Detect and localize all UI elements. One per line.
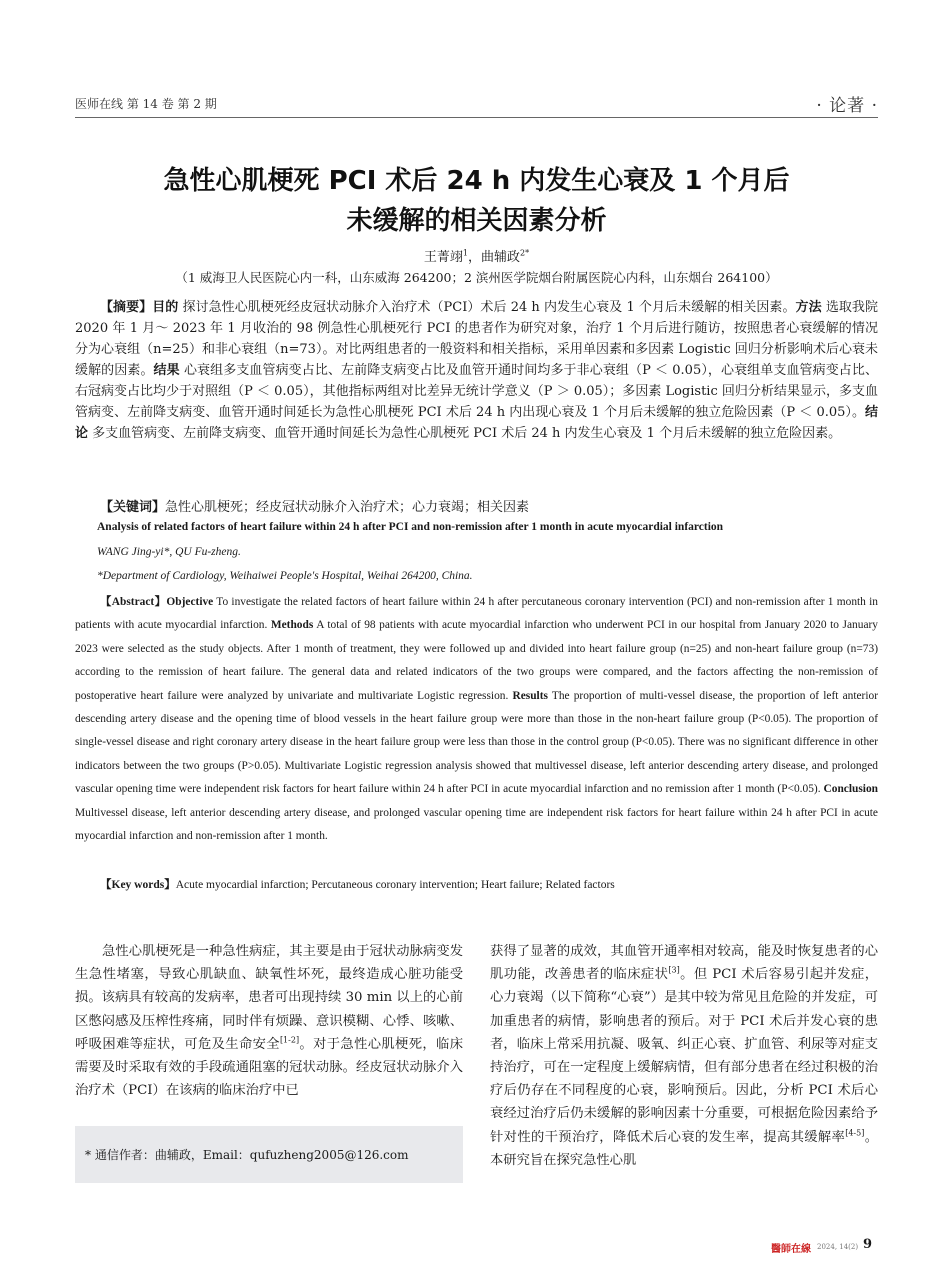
abstract-en-label: 【Abstract】 [100, 596, 167, 608]
conclusion-label-cn: 结论 [75, 405, 878, 441]
footer-issue: 2024, 14(2) [817, 1243, 859, 1251]
citation-4-5: [4-5] [845, 1128, 865, 1138]
conclusion-text-en: Multivessel disease, left anterior descending artery disease, and prolonged vascular opening time are independent risk factors for heart failure within 24 h after PCI in acute myocardial infarction and non-remission after 1 month. [75, 806, 878, 843]
conclusion-label-en: Conclusion [823, 783, 878, 796]
author-separator: ， [467, 250, 481, 265]
keywords-en-text: Acute myocardial infarction; Percutaneous coronary intervention; Heart failure; Related factors [175, 879, 615, 891]
body-right-text-c: 。本研究旨在探究急性心肌 [490, 1129, 879, 1168]
results-label-cn: 结果 [153, 363, 180, 378]
methods-text-en: A total of 98 patients with acute myocardial infarction who underwent PCI in our hospital from January 2020 to January 2023 were selected as the study objects. After 1 month of treatment, they were followed up and divided into heart failure group (n=25) and non-heart failure group (n=73) according to the remission of heart failure. The general data and related indicators of the two groups were compared, and the factors affecting the non-remission of postoperative heart failure were analyzed by univariate and multivariate Logistic regression. [75, 619, 878, 702]
results-label-en: Results [512, 689, 548, 702]
keywords-cn-label: 【关键词】 [100, 500, 166, 515]
corresponding-author-footnote: * 通信作者：曲辅政，Email：qufuzheng2005@126.com [85, 1148, 409, 1162]
page-number: 9 [863, 1237, 873, 1252]
results-text-en: The proportion of multi-vessel disease, the proportion of left anterior descending artery disease and the opening time of blood vessels in the heart failure group were more than those in the non-heart failure group (P<0.05). The proportion of single-vessel disease and right coronary artery disease in the heart failure group were less than those in the control group (P<0.05). There was no significant difference in other indicators between the two groups (P>0.05). Multivariate Logistic regression analysis showed that multivessel disease, left anterior descending artery disease, and prolonged vascular opening time were independent risk factors for heart failure within 24 h after PCI in acute myocardial infarction and no remission after 1 month (P<0.05). [75, 689, 878, 796]
journal-header: 医师在线 第 14 卷 第 2 期 [75, 97, 217, 111]
keywords-en [100, 876, 615, 892]
author-2-affil-mark: 2* [520, 248, 530, 258]
body-column-left [75, 940, 463, 1102]
body-left-text-a: 急性心肌梗死是一种急性病症，其主要是由于冠状动脉病变发生急性堵塞，导致心肌缺血、缺氧性坏死，最终造成心脏功能受损。该病具有较高的发病率，患者可出现持续 30 min 以上的心前区憋闷感及压榨性疼痛，同时伴有烦躁、意识模糊、心悸、咳嗽、呼吸困难等症状，可危及生命安全 [75, 944, 463, 1052]
author-line [75, 246, 878, 265]
objective-label-en: Objective [166, 596, 214, 608]
methods-label-cn: 方法 [795, 300, 822, 315]
results-text-cn: 心衰组多支血管病变占比、左前降支病变占比及血管开通时间均多于非心衰组（P ＜ 0.05），心衰组单支血管病变占比、右冠病变占比均少于对照组（P ＜ 0.05），其他指标两组对比差异无统计学意义（P ＞ 0.05）；多因素 Logistic 回归分析结果显示，多支血管病变、左前降支病变、血管开通时间延长为急性心肌梗死 PCI 术后 24 h 内出现心衰及 1 个月后未缓解的独立危险因素（P ＜ 0.05）。 [75, 363, 878, 420]
english-affiliation: *Department of Cardiology, Weihaiwei People's Hospital, Weihai 264200, China. [97, 570, 473, 582]
conclusion-text-cn: 多支血管病变、左前降支病变、血管开通时间延长为急性心肌梗死 PCI 术后 24 h 内发生心衰及 1 个月后未缓解的独立危险因素。 [88, 426, 842, 441]
abstract-cn [75, 297, 878, 444]
methods-text-cn: 选取我院 2020 年 1 月～ 2023 年 1 月收治的 98 例急性心肌梗死行 PCI 的患者作为研究对象，治疗 1 个月后进行随访，按照患者心衰缓解的情况分为心衰组（n=25）和非心衰组（n=73）。对比两组患者的一般资料和相关指标，采用单因素和多因素 Logistic 回归分析影响术后心衰未缓解的因素。 [75, 300, 878, 378]
methods-label-en: Methods [270, 619, 314, 632]
article-title-line-1: 急性心肌梗死 PCI 术后 24 h 内发生心衰及 1 个月后 [163, 166, 790, 196]
header-divider [75, 117, 878, 118]
author-1-affil-mark: 1 [462, 248, 468, 258]
body-right-text-a: 获得了显著的成效，其血管开通率相对较高，能及时恢复患者的心肌功能，改善患者的临床症状 [490, 944, 878, 983]
citation-1-2: [1-2] [279, 1035, 300, 1045]
body-column-right [490, 940, 878, 1172]
journal-logo: 醫師在線 [771, 1244, 811, 1255]
affiliation: （1 威海卫人民医院心内一科，山东威海 264200；2 滨州医学院烟台附属医院心内科，山东烟台 264100） [175, 270, 778, 285]
citation-3: [3] [668, 965, 680, 975]
abstract-en [75, 591, 878, 848]
keywords-cn-text: 急性心肌梗死；经皮冠状动脉介入治疗术；心力衰竭；相关因素 [165, 500, 530, 515]
keywords-cn [100, 496, 529, 515]
abstract-cn-label: 【摘要】 [100, 300, 153, 315]
body-right-text-b: 。但 PCI 术后容易引起并发症，心力衰竭（以下简称“心衰”）是其中较为常见且危险的并发症，可加重患者的病情，影响患者的预后。对于 PCI 术后并发心衰的患者，临床上常采用抗凝、吸氧、纠正心衰、扩血管、利尿等对症支持治疗，可在一定程度上缓解病情，但有部分患者在经过积极的治疗后仍存在不同程度的心衰，影响预后。因此，分析 PCI 术后心衰经过治疗后仍未缓解的影响因素十分重要，可根据危险因素给予针对性的干预治疗，降低术后心衰的发生率，提高其缓解率 [490, 967, 879, 1145]
section-label: · 论著 · [816, 96, 878, 116]
author-1: 王菁翊 [423, 250, 463, 265]
keywords-en-label: 【Key words】 [100, 879, 176, 891]
objective-text-cn: 探讨急性心肌梗死经皮冠状动脉介入治疗术（PCI）术后 24 h 内发生心衰及 1 个月后未缓解的相关因素。 [178, 300, 796, 315]
english-title: Analysis of related factors of heart failure within 24 h after PCI and non-remission after 1 month in acute myocardial infarction [97, 521, 724, 533]
article-title-line-2: 未缓解的相关因素分析 [346, 206, 607, 236]
objective-text-en: To investigate the related factors of heart failure within 24 h after percutaneous coronary intervention (PCI) and non-remission after 1 month in patients with acute myocardial infarction. [75, 596, 879, 632]
english-authors: WANG Jing-yi*, QU Fu-zheng. [97, 546, 241, 558]
objective-label-cn: 目的 [152, 300, 179, 315]
author-2: 曲辅政 [481, 250, 521, 265]
body-left-text-b: 。对于急性心肌梗死，临床需要及时采取有效的手段疏通阻塞的冠状动脉。经皮冠状动脉介入治疗术（PCI）在该病的临床治疗中已 [75, 1036, 464, 1099]
